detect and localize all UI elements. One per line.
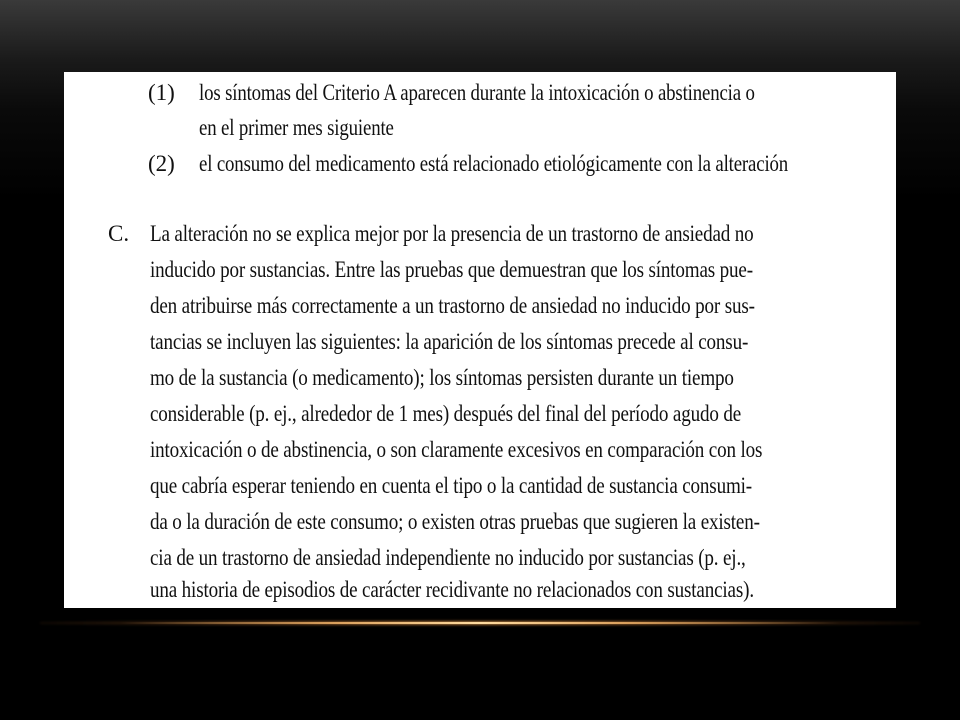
criterion-c-marker: C. <box>108 221 130 246</box>
criterion-c-line-7: intoxicación o de abstinencia, o son claramente excesivos en comparación con los <box>150 437 763 462</box>
criterion-c-line-4: tancias se incluyen las siguientes: la aparición de los síntomas precede al consu- <box>150 329 749 354</box>
item-2-line-1: el consumo del medicamento está relacionado etiológicamente con la alteración <box>199 151 789 176</box>
criterion-c-line-8: que cabría esperar teniendo en cuenta el tipo o la cantidad de sustancia consumi- <box>150 473 752 498</box>
item-1-marker: (1) <box>148 80 175 105</box>
criterion-c-line-2: inducido por sustancias. Entre las pruebas que demuestran que los síntomas pue- <box>150 257 753 282</box>
decorative-divider-line <box>120 622 840 624</box>
criterion-c-line-10: cia de un trastorno de ansiedad independiente no inducido por sustancias (p. ej., <box>150 545 746 570</box>
criterion-c-line-5: mo de la sustancia (o medicamento); los síntomas persisten durante un tiempo <box>150 365 734 390</box>
item-1-line-1: los síntomas del Criterio A aparecen durante la intoxicación o abstinencia o <box>199 80 755 105</box>
criterion-c-line-11: una historia de episodios de carácter recidivante no relacionados con sustancias). <box>150 577 754 602</box>
document-excerpt <box>64 72 896 608</box>
criterion-c-line-9: da o la duración de este consumo; o existen otras pruebas que sugieren la existen- <box>150 509 760 534</box>
criterion-c-line-6: considerable (p. ej., alrededor de 1 mes) después del final del período agudo de <box>150 401 742 426</box>
item-1-line-2: en el primer mes siguiente <box>199 115 394 140</box>
item-2-marker: (2) <box>148 151 175 176</box>
criterion-c-line-1: La alteración no se explica mejor por la presencia de un trastorno de ansiedad no <box>150 221 754 246</box>
criterion-c-line-3: den atribuirse más correctamente a un trastorno de ansiedad no inducido por sus- <box>150 293 755 318</box>
